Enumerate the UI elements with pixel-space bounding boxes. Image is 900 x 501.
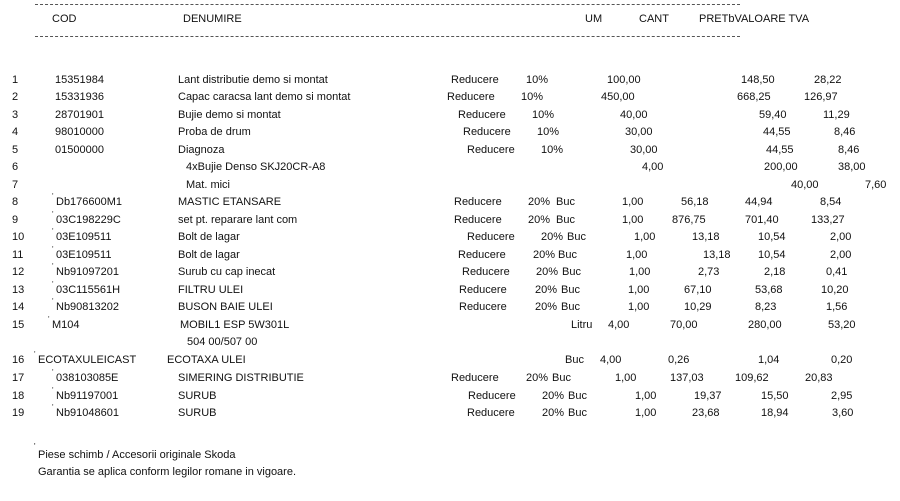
row-quantity: 1,00 [615,372,637,384]
row-price: 13,18 [692,231,720,243]
row-code: 28701901 [55,109,104,121]
row-quantity: 450,00 [601,91,635,103]
row-price: 876,75 [672,214,706,226]
row-price: 10,29 [684,301,712,313]
row-code: ECOTAXULEICAST [38,354,137,366]
header-cant: CANT [639,13,669,25]
row-number: 18 [12,390,25,402]
row-value: 1,04 [758,354,780,366]
row-quantity: 100,00 [607,74,641,86]
row-vat: 126,97 [804,91,838,103]
row-discount-percent: 10% [532,109,555,121]
row-vat: 8,46 [834,126,856,138]
row-vat: 1,56 [826,301,848,313]
row-code: 03C115561H [56,284,121,296]
table-row [0,161,900,175]
header-denumire: DENUMIRE [183,13,242,25]
row-vat: 38,00 [838,161,866,173]
table-row [0,280,900,298]
row-discount-percent: 20% [526,372,549,384]
table-row [0,386,900,404]
row-description: Diagnoza [178,144,225,156]
row-price: 67,10 [684,284,712,296]
row-tick-mark: ' [52,297,54,306]
table-row [0,368,900,386]
table-row [0,74,900,88]
row-description: Bujie demo si montat [178,109,281,121]
row-discount-percent: 20% [533,249,556,261]
row-description: MOBIL1 ESP 5W301L [180,319,290,331]
row-quantity: 4,00 [608,319,630,331]
row-discount-label: Reducere [458,109,506,121]
row-description: set pt. reparare lant com [178,214,298,226]
row-number: 6 [12,161,19,173]
row-description: ECOTAXA ULEI [167,354,246,366]
row-number: 12 [12,266,25,278]
table-row [0,91,900,105]
row-vat: 0,41 [826,266,848,278]
row-vat: 28,22 [814,74,842,86]
row-quantity: 30,00 [630,144,658,156]
row-quantity: 40,00 [620,109,648,121]
row-quantity: 1,00 [629,266,651,278]
row-discount-label: Reducere [454,214,502,226]
row-tick-mark: ' [48,315,50,324]
row-unit: Buc [556,196,575,208]
top-dashed-rule [35,4,740,5]
row-discount-label: Reducere [468,390,516,402]
footer-tick: ' [34,442,36,451]
row-value: 280,00 [748,319,782,331]
row-quantity: 1,00 [634,231,656,243]
row-discount-percent: 20% [535,301,558,313]
row-description: 4xBujie Denso SKJ20CR-A8 [186,161,326,173]
table-row [0,109,900,123]
row-discount-percent: 20% [535,284,558,296]
row-discount-label: Reducere [454,196,502,208]
row-unit: Buc [565,354,584,366]
header-um: UM [585,13,603,25]
row-number: 14 [12,301,25,313]
row-quantity: 1,00 [626,249,648,261]
row-discount-percent: 10% [537,126,560,138]
row-price: 70,00 [670,319,698,331]
row-unit: Buc [561,284,580,296]
row-number: 9 [12,214,19,226]
row-description: SURUB [178,407,217,419]
row-tick-mark: ' [34,350,36,359]
row-value: 15,50 [761,390,789,402]
row-description: FILTRU ULEI [178,284,244,296]
row-description: MASTIC ETANSARE [178,196,282,208]
row-unit: Buc [568,407,587,419]
row-vat: 2,95 [831,390,853,402]
row-tick-mark: ' [52,210,54,219]
row-discount-percent: 20% [528,214,551,226]
row-value: 53,68 [755,284,783,296]
row-tick-mark: ' [52,192,54,201]
row-value: 2,18 [764,266,786,278]
row-vat: 20,83 [805,372,833,384]
row-description: Capac caracsa lant demo si montat [178,91,351,103]
row-number: 4 [12,126,19,138]
row-value: 148,50 [741,74,775,86]
row-number: 7 [12,179,19,191]
row-discount-percent: 10% [526,74,549,86]
row-vat: 10,20 [821,284,849,296]
row-value: 59,40 [759,109,787,121]
row-number: 2 [12,91,19,103]
row-code: Nb91197001 [56,390,119,402]
row-discount-label: Reducere [463,126,511,138]
row-code: 03C198229C [56,214,121,226]
table-row [0,403,900,421]
row-value: 40,00 [791,179,819,191]
row-value: 44,94 [745,196,773,208]
row-vat: 11,29 [823,109,850,121]
row-value: 701,40 [745,214,779,226]
row-number: 11 [12,249,24,261]
row-tick-mark: ' [52,227,54,236]
row-quantity: 1,00 [622,196,644,208]
row-price: 0,26 [668,354,690,366]
row-quantity: 1,00 [635,407,657,419]
table-row [0,210,900,228]
row-price: 2,73 [698,266,720,278]
row-value: 668,25 [737,91,771,103]
row-description: Bolt de lagar [178,231,240,243]
row-description: Lant distributie demo si montat [178,74,328,86]
row-tick-mark: ' [52,403,54,412]
row-value: 8,23 [755,301,777,313]
row-quantity: 1,00 [635,390,657,402]
row-number: 3 [12,109,19,121]
row-unit: Litru [571,319,593,331]
row-code: Db176600M1 [56,196,123,208]
row-code: M104 [52,319,80,331]
row-number: 5 [12,144,19,156]
row-discount-percent: 20% [542,407,565,419]
row-unit: Buc [556,214,575,226]
row-price: 56,18 [681,196,709,208]
row-discount-percent: 20% [536,266,559,278]
row-price: 13,18 [703,249,731,261]
header-cod: COD [52,13,77,25]
row-value: 10,54 [758,231,786,243]
table-row [0,350,900,368]
row-quantity: 1,00 [628,284,650,296]
row-vat: 2,00 [830,231,852,243]
row-code: Nb91097201 [56,266,120,278]
row-quantity: 4,00 [600,354,622,366]
row-description: BUSON BAIE ULEI [178,301,273,313]
row-code: 15331936 [55,91,104,103]
row-discount-label: Reducere [451,74,499,86]
row-discount-percent: 20% [542,390,565,402]
row-quantity: 30,00 [625,126,653,138]
row-vat: 8,46 [838,144,860,156]
row-quantity: 1,00 [622,214,644,226]
row-price: 23,68 [692,407,720,419]
row-discount-label: Reducere [467,407,515,419]
row-vat: 133,27 [811,214,845,226]
row-description: SURUB [178,390,217,402]
row-discount-percent: 10% [541,144,564,156]
row-number: 13 [12,284,25,296]
table-row [0,126,900,140]
row-unit: Buc [561,301,580,313]
row-number: 15 [12,319,25,331]
row-code: 01500000 [55,144,104,156]
row-tick-mark: ' [52,386,54,395]
header-dashed-rule [35,36,740,37]
row-value: 200,00 [764,161,798,173]
row-discount-label: Reducere [462,266,510,278]
row-quantity: 4,00 [642,161,664,173]
row-tick-mark: ' [52,262,54,271]
row-vat: 53,20 [828,319,856,331]
row-code: Nb90813202 [56,301,120,313]
row-vat: 8,54 [820,196,842,208]
row-description: Surub cu cap inecat [178,266,276,278]
table-row [0,227,900,245]
row-code: 15351984 [55,74,104,86]
row-code: Nb91048601 [56,407,120,419]
row-unit: Buc [567,231,586,243]
row-description: Mat. mici [186,179,230,191]
footer-line-2: Garantia se aplica conform legilor romane in vigoare. [38,466,297,478]
row-value: 44,55 [766,144,794,156]
row-number: 17 [12,372,25,384]
row-value: 18,94 [761,407,789,419]
row-vat: 7,60 [865,179,887,191]
row-discount-percent: 10% [521,91,544,103]
row-number: 10 [12,231,25,243]
row-discount-percent: 20% [541,231,564,243]
row-discount-label: Reducere [467,231,515,243]
row-description: Bolt de lagar [178,249,240,261]
row-discount-label: Reducere [447,91,495,103]
row-description: Proba de drum [178,126,251,138]
row-price: 137,03 [670,372,704,384]
row-price: 19,37 [694,390,722,402]
row-number: 19 [12,407,25,419]
row-tick-mark: ' [52,280,54,289]
row-discount-label: Reducere [459,284,507,296]
row-value: 10,54 [758,249,786,261]
row-tick-mark: ' [52,368,54,377]
row-number: 1 [12,74,19,86]
table-row [0,245,900,263]
table-row [0,262,900,280]
row-code: 98010000 [55,126,104,138]
row-discount-percent: 20% [528,196,551,208]
row-unit: Buc [558,249,577,261]
row-value: 109,62 [735,372,769,384]
row-vat: 3,60 [832,407,854,419]
header-pret-valoare-tva: PRETbVALOARE TVA [699,13,810,25]
row-unit: Buc [568,390,587,402]
row-vat: 0,20 [831,354,853,366]
row-number: 8 [12,196,19,208]
row-description: SIMERING DISTRIBUTIE [178,372,304,384]
table-row [0,192,900,210]
row-unit: Buc [562,266,581,278]
row-code: 03E109511 [56,249,112,261]
row-description-2: 504 00/507 00 [187,336,258,348]
row-discount-label: Reducere [459,301,507,313]
table-row [0,315,900,348]
row-vat: 2,00 [830,249,852,261]
row-number: 16 [12,354,25,366]
row-code: 03E109511 [56,231,112,243]
row-discount-label: Reducere [451,372,499,384]
table-row [0,297,900,315]
row-discount-label: Reducere [458,249,506,261]
row-quantity: 1,00 [628,301,650,313]
footer-line-1: Piese schimb / Accesorii originale Skoda [38,449,236,461]
table-row [0,144,900,158]
row-discount-label: Reducere [467,144,515,156]
row-code: 038103085E [56,372,119,384]
row-value: 44,55 [763,126,791,138]
row-tick-mark: ' [52,245,54,254]
row-unit: Buc [552,372,571,384]
table-row [0,179,900,193]
